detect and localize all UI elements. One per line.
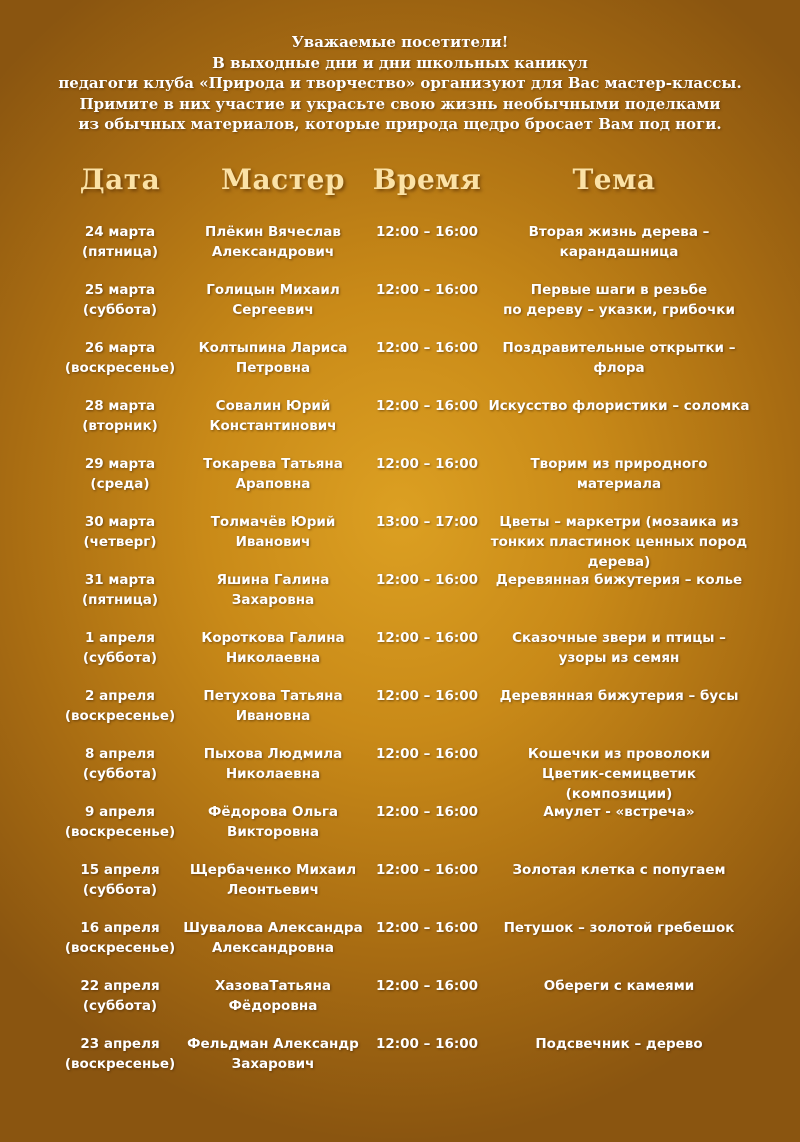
date-cell — [55, 338, 185, 378]
topic-cell — [488, 918, 750, 938]
time-cell: 12:00 – 16:00 — [375, 456, 479, 472]
master-cell-line: Араповна — [235, 476, 311, 492]
master-cell — [180, 512, 366, 552]
master-cell-line: Толмачёв Юрий — [210, 514, 336, 530]
header-date: Дата — [79, 163, 161, 196]
table-row — [0, 222, 800, 280]
master-cell-line: Сергеевич — [232, 302, 314, 318]
date-cell-line: (воскресенье) — [64, 824, 176, 840]
master-cell-line: Голицын Михаил — [206, 282, 340, 298]
table-row — [0, 686, 800, 744]
master-cell-line: Викторовна — [227, 824, 319, 840]
master-cell-line: Петухова Татьяна — [203, 688, 343, 704]
master-cell-line: ХазоваТатьяна — [214, 978, 332, 994]
topic-cell — [488, 570, 750, 590]
date-cell-line: (среда) — [90, 476, 150, 492]
date-cell-line: (суббота) — [82, 650, 158, 666]
master-cell-line: Плёкин Вячеслав — [205, 224, 341, 240]
topic-cell-line: Вторая жизнь дерева – — [528, 224, 710, 240]
master-cell-line: Константинович — [209, 418, 337, 434]
topic-cell-line: тонких пластинок ценных пород — [490, 534, 748, 550]
topic-cell — [488, 280, 750, 320]
time-cell: 12:00 – 16:00 — [375, 862, 479, 878]
date-cell-line: (четверг) — [83, 534, 157, 550]
master-cell — [180, 222, 366, 262]
topic-cell — [488, 396, 750, 416]
master-cell — [180, 570, 366, 610]
date-cell-line: (суббота) — [82, 882, 158, 898]
date-cell — [55, 1034, 185, 1074]
table-row — [0, 338, 800, 396]
table-row — [0, 976, 800, 1034]
topic-cell — [488, 686, 750, 706]
table-row — [0, 1034, 800, 1092]
master-cell — [180, 628, 366, 668]
date-cell-line: 29 марта — [84, 456, 156, 472]
date-cell-line: 31 марта — [84, 572, 156, 588]
date-cell-line: 26 марта — [84, 340, 156, 356]
time-cell: 12:00 – 16:00 — [375, 398, 479, 414]
date-cell-line: (воскресенье) — [64, 708, 176, 724]
topic-cell — [488, 512, 750, 572]
master-cell-line: Николаевна — [225, 650, 321, 666]
table-row — [0, 454, 800, 512]
master-cell-line: Захаровна — [231, 592, 315, 608]
date-cell-line: 23 апреля — [80, 1036, 160, 1052]
time-cell: 12:00 – 16:00 — [375, 688, 479, 704]
date-cell — [55, 512, 185, 552]
date-cell-line: (суббота) — [82, 998, 158, 1014]
topic-cell-line: материала — [576, 476, 662, 492]
date-cell-line: (суббота) — [82, 766, 158, 782]
header-master: Мастер — [221, 163, 345, 196]
date-cell — [55, 918, 185, 958]
time-cell: 12:00 – 16:00 — [375, 282, 479, 298]
date-cell-line: (пятница) — [81, 244, 159, 260]
topic-cell — [488, 744, 750, 804]
topic-cell-line: Золотая клетка с попугаем — [512, 862, 726, 878]
date-cell — [55, 222, 185, 262]
intro-line: Примите в них участие и украсьте свою жизнь необычными поделками — [79, 94, 721, 113]
intro-line: педагоги клуба «Природа и творчество» организуют для Вас мастер-классы. — [58, 74, 742, 92]
date-cell-line: (воскресенье) — [64, 940, 176, 956]
topic-cell-line: флора — [593, 360, 645, 376]
topic-cell-line: Творим из природного — [530, 456, 708, 472]
topic-cell-line: Деревянная бижутерия – бусы — [499, 688, 739, 704]
intro-line: из обычных материалов, которые природа щедро бросает Вам под ноги. — [78, 115, 722, 133]
date-cell-line: 24 марта — [84, 224, 156, 240]
time-cell: 12:00 – 16:00 — [375, 224, 479, 240]
time-cell: 12:00 – 16:00 — [375, 978, 479, 994]
topic-cell-line: Цветы – маркетри (мозаика из — [499, 514, 739, 530]
master-cell-line: Пыхова Людмила — [203, 746, 343, 762]
date-cell-line: (пятница) — [81, 592, 159, 608]
topic-cell — [488, 222, 750, 262]
master-cell-line: Токарева Татьяна — [203, 456, 343, 472]
date-cell-line: (вторник) — [82, 418, 158, 434]
topic-cell-line: узоры из семян — [558, 650, 680, 666]
table-row — [0, 628, 800, 686]
master-cell — [180, 454, 366, 494]
topic-cell-line: Обереги с камеями — [543, 978, 695, 994]
date-cell-line: 22 апреля — [80, 978, 160, 994]
topic-cell — [488, 976, 750, 996]
master-cell-line: Щербаченко Михаил — [189, 862, 357, 878]
topic-cell-line: Амулет - «встреча» — [543, 804, 695, 820]
time-cell: 12:00 – 16:00 — [375, 746, 479, 762]
header-time: Время — [372, 163, 482, 196]
intro-text — [0, 32, 800, 135]
date-cell — [55, 976, 185, 1016]
date-cell-line: 9 апреля — [85, 804, 155, 820]
master-cell — [180, 918, 366, 958]
topic-cell — [488, 802, 750, 822]
master-cell-line: Фёдоровна — [228, 998, 318, 1014]
topic-cell-line: по дереву – указки, грибочки — [503, 302, 735, 318]
date-cell-line: (воскресенье) — [64, 360, 176, 376]
master-cell-line: Александрович — [211, 244, 335, 260]
date-cell-line: 15 апреля — [80, 862, 160, 878]
time-cell: 12:00 – 16:00 — [375, 920, 479, 936]
master-cell-line: Александровна — [212, 940, 334, 956]
table-row — [0, 280, 800, 338]
master-cell-line: Фёдорова Ольга — [207, 804, 339, 820]
date-cell-line: 8 апреля — [85, 746, 155, 762]
master-cell — [180, 802, 366, 842]
time-cell: 12:00 – 16:00 — [375, 1036, 479, 1052]
intro-line: В выходные дни и дни школьных каникул — [212, 53, 588, 72]
topic-cell — [488, 338, 750, 378]
master-cell — [180, 280, 366, 320]
table-row — [0, 860, 800, 918]
master-cell-line: Захарович — [231, 1056, 315, 1072]
master-cell-line: Ивановна — [235, 708, 311, 724]
date-cell-line: 1 апреля — [85, 630, 155, 646]
master-cell — [180, 396, 366, 436]
topic-cell — [488, 628, 750, 668]
master-cell-line: Яшина Галина — [216, 572, 330, 588]
time-cell: 13:00 – 17:00 — [375, 514, 479, 530]
date-cell-line: (воскресенье) — [64, 1056, 176, 1072]
table-row — [0, 396, 800, 454]
topic-cell-line: Поздравительные открытки – — [502, 340, 736, 356]
topic-cell-line: Кошечки из проволоки — [527, 746, 711, 762]
date-cell — [55, 396, 185, 436]
date-cell-line: (суббота) — [82, 302, 158, 318]
topic-cell-line: Искусство флористики – соломка — [488, 398, 750, 414]
date-cell — [55, 570, 185, 610]
master-cell — [180, 338, 366, 378]
topic-cell-line: Первые шаги в резьбе — [530, 282, 708, 298]
topic-cell — [488, 1034, 750, 1054]
master-cell-line: Фельдман Александр — [187, 1036, 359, 1052]
table-row — [0, 512, 800, 570]
topic-cell-line: Сказочные звери и птицы – — [512, 630, 726, 646]
master-cell-line: Николаевна — [225, 766, 321, 782]
master-cell-line: Леонтьевич — [227, 882, 319, 898]
master-cell-line: Колтыпина Лариса — [198, 340, 348, 356]
date-cell — [55, 860, 185, 900]
table-row — [0, 802, 800, 860]
table-row — [0, 744, 800, 802]
master-cell — [180, 860, 366, 900]
date-cell — [55, 454, 185, 494]
date-cell — [55, 802, 185, 842]
date-cell-line: 16 апреля — [80, 920, 160, 936]
date-cell — [55, 686, 185, 726]
time-cell: 12:00 – 16:00 — [375, 630, 479, 646]
master-cell-line: Петровна — [235, 360, 311, 376]
date-cell-line: 28 марта — [84, 398, 156, 414]
table-header — [0, 163, 800, 203]
table-row — [0, 918, 800, 976]
topic-cell — [488, 454, 750, 494]
master-cell-line: Короткова Галина — [201, 630, 345, 646]
topic-cell-line: Петушок – золотой гребешок — [503, 920, 735, 936]
topic-cell-line: карандашница — [559, 244, 679, 260]
topic-cell-line: дерева) — [587, 554, 651, 570]
topic-cell — [488, 860, 750, 880]
time-cell: 12:00 – 16:00 — [375, 340, 479, 356]
master-cell-line: Шувалова Александра — [183, 920, 363, 936]
topic-cell-line: Цветик-семицветик — [541, 766, 697, 782]
topic-cell-line: Подсвечник – дерево — [535, 1036, 703, 1052]
time-cell: 12:00 – 16:00 — [375, 804, 479, 820]
time-cell: 12:00 – 16:00 — [375, 572, 479, 588]
master-cell-line: Иванович — [235, 534, 311, 550]
master-cell — [180, 1034, 366, 1074]
table-row — [0, 570, 800, 628]
date-cell-line: 25 марта — [84, 282, 156, 298]
master-cell — [180, 686, 366, 726]
intro-line: Уважаемые посетители! — [291, 33, 509, 51]
header-topic: Тема — [572, 163, 656, 196]
date-cell-line: 2 апреля — [85, 688, 155, 704]
master-cell — [180, 976, 366, 1016]
master-cell-line: Совалин Юрий — [215, 398, 331, 414]
date-cell — [55, 628, 185, 668]
date-cell-line: 30 марта — [84, 514, 156, 530]
date-cell — [55, 744, 185, 784]
master-cell — [180, 744, 366, 784]
date-cell — [55, 280, 185, 320]
topic-cell-line: Деревянная бижутерия – колье — [495, 572, 743, 588]
topic-cell-line: (композиции) — [565, 786, 673, 802]
